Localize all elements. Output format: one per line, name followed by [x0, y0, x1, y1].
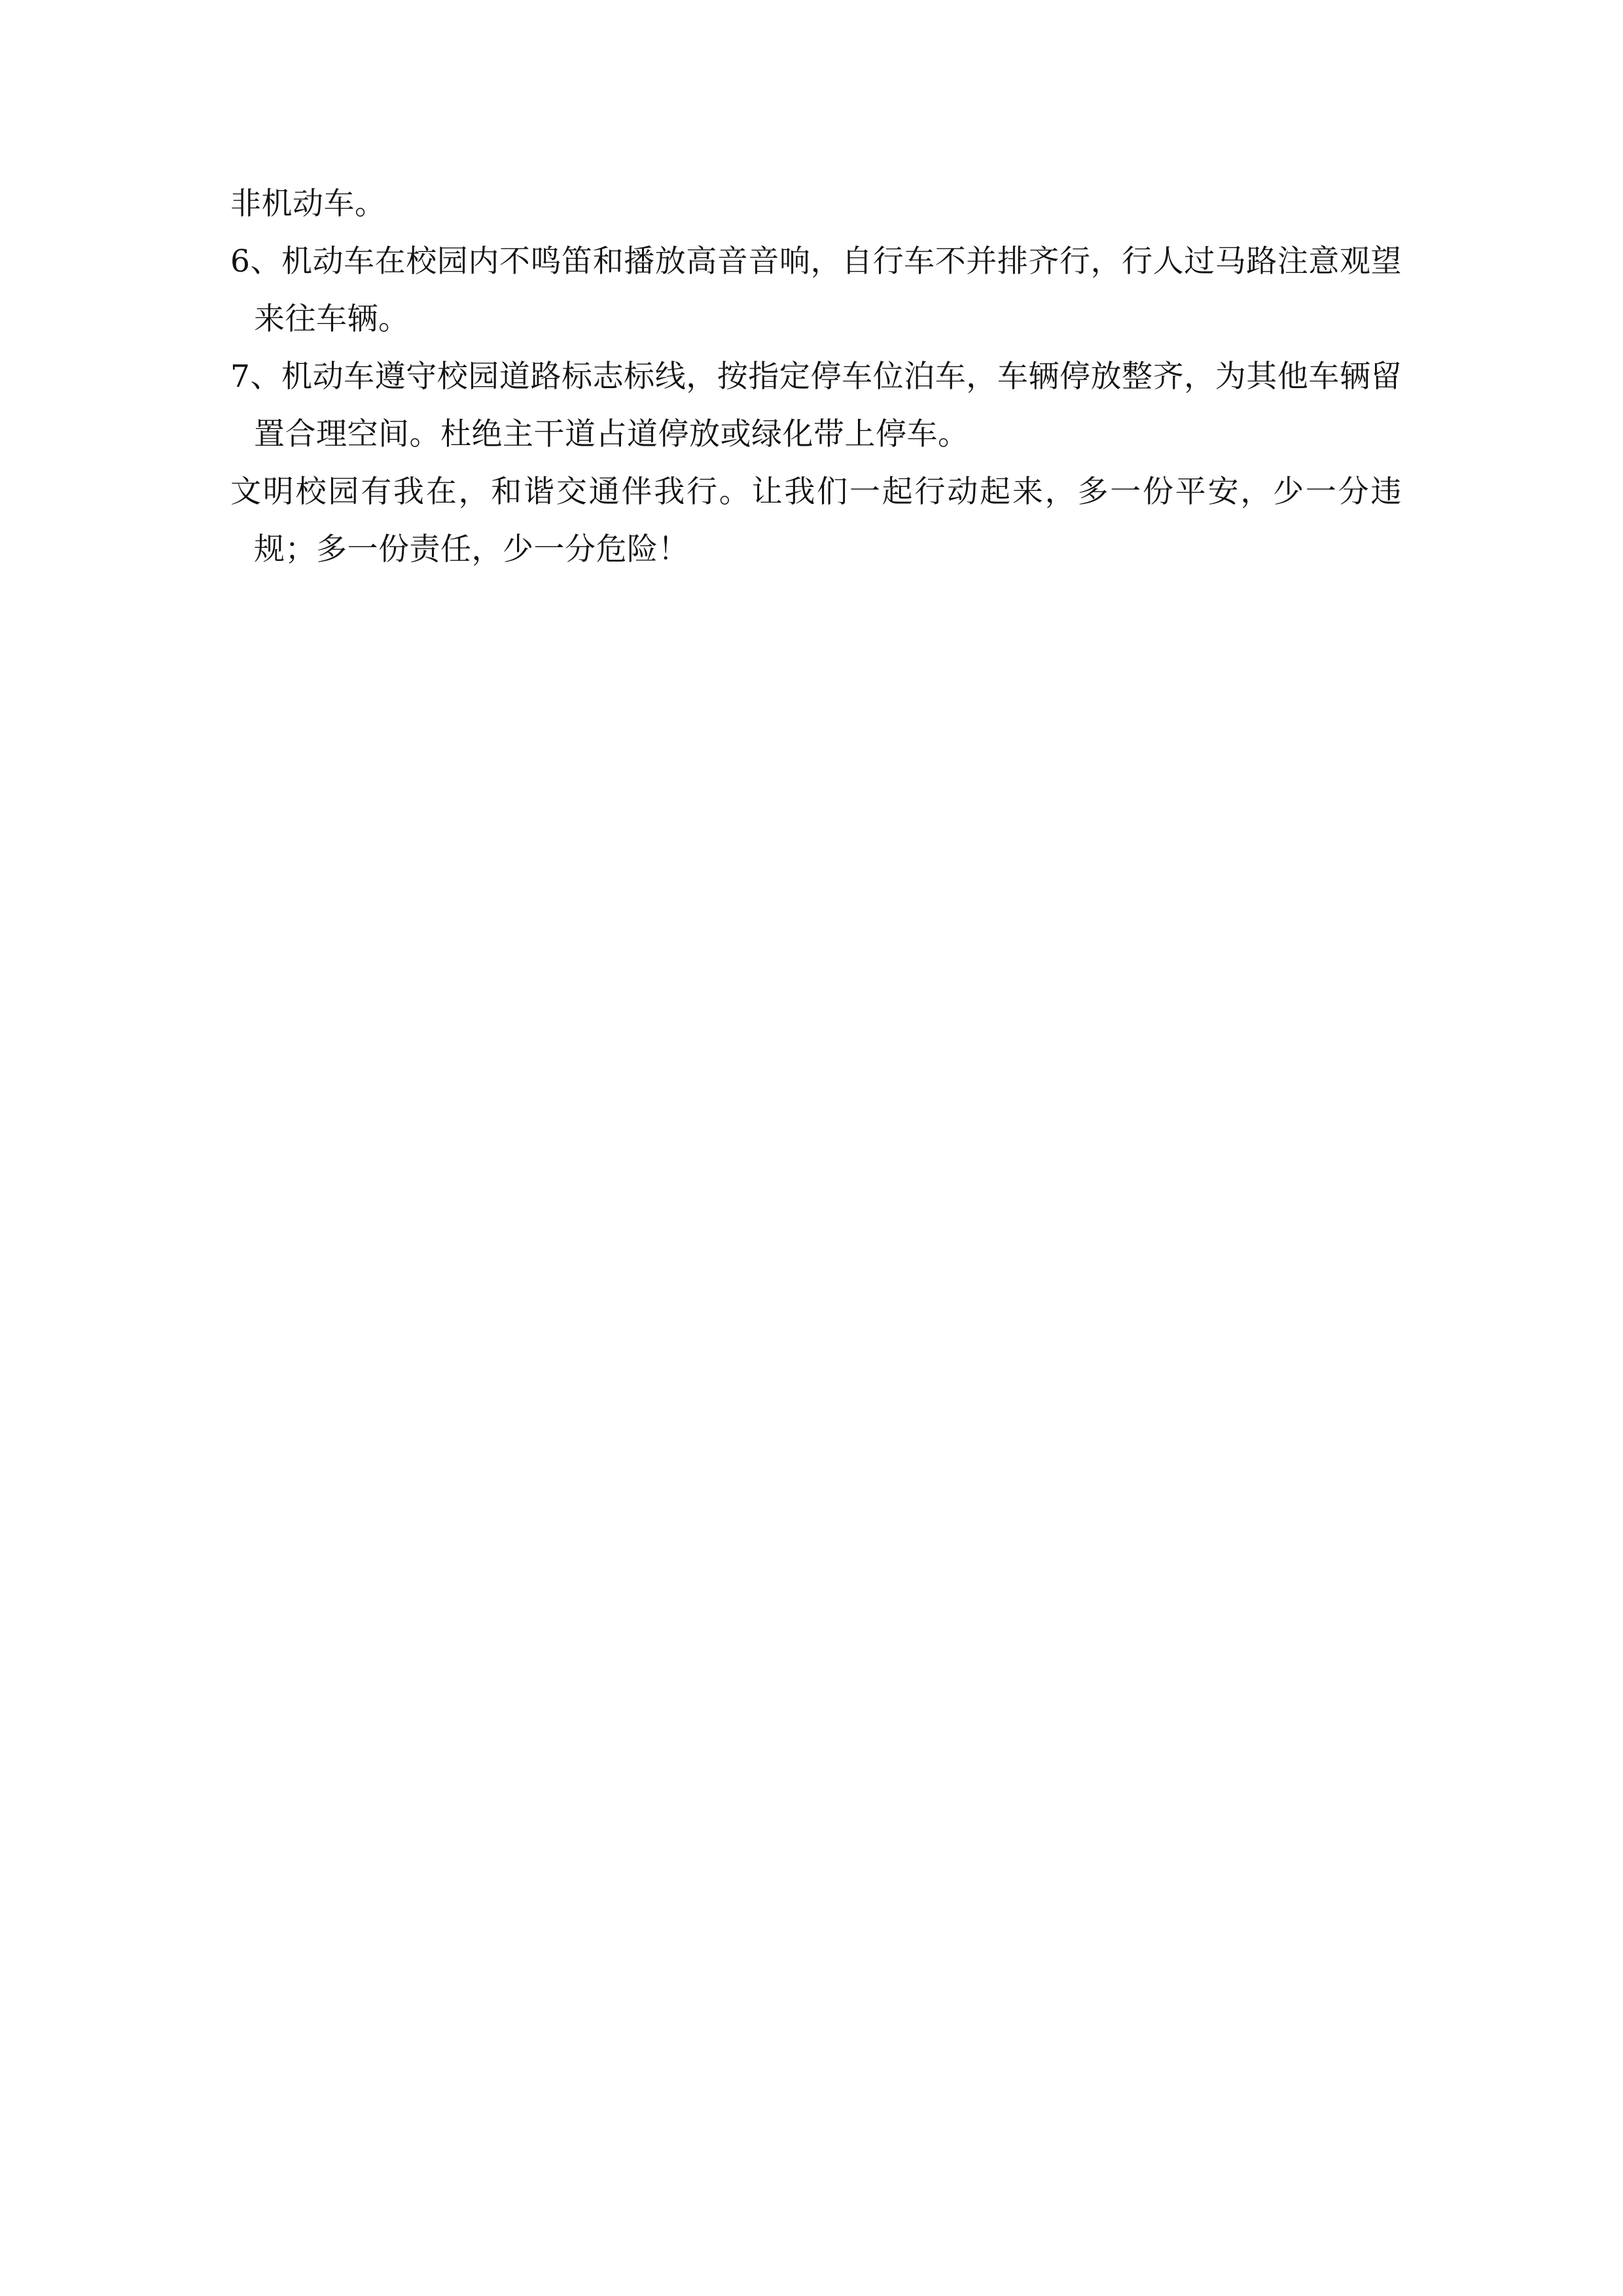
- paragraph-continuation: 非机动车。: [230, 186, 386, 222]
- document-body: [230, 175, 1402, 579]
- paragraph-item-7: 7、机动车遵守校园道路标志标线，按指定停车位泊车，车辆停放整齐，为其他车辆留置合理空间。杜绝主干道占道停放或绿化带上停车。: [230, 359, 1402, 452]
- paragraph-item-6: 6、机动车在校园内不鸣笛和播放高音音响，自行车不并排齐行，行人过马路注意观望来往车辆。: [230, 243, 1402, 337]
- paragraph-closing: 文明校园有我在，和谐交通伴我行。让我们一起行动起来，多一份平安，少一分违规；多一份责任，少一分危险！: [230, 474, 1402, 567]
